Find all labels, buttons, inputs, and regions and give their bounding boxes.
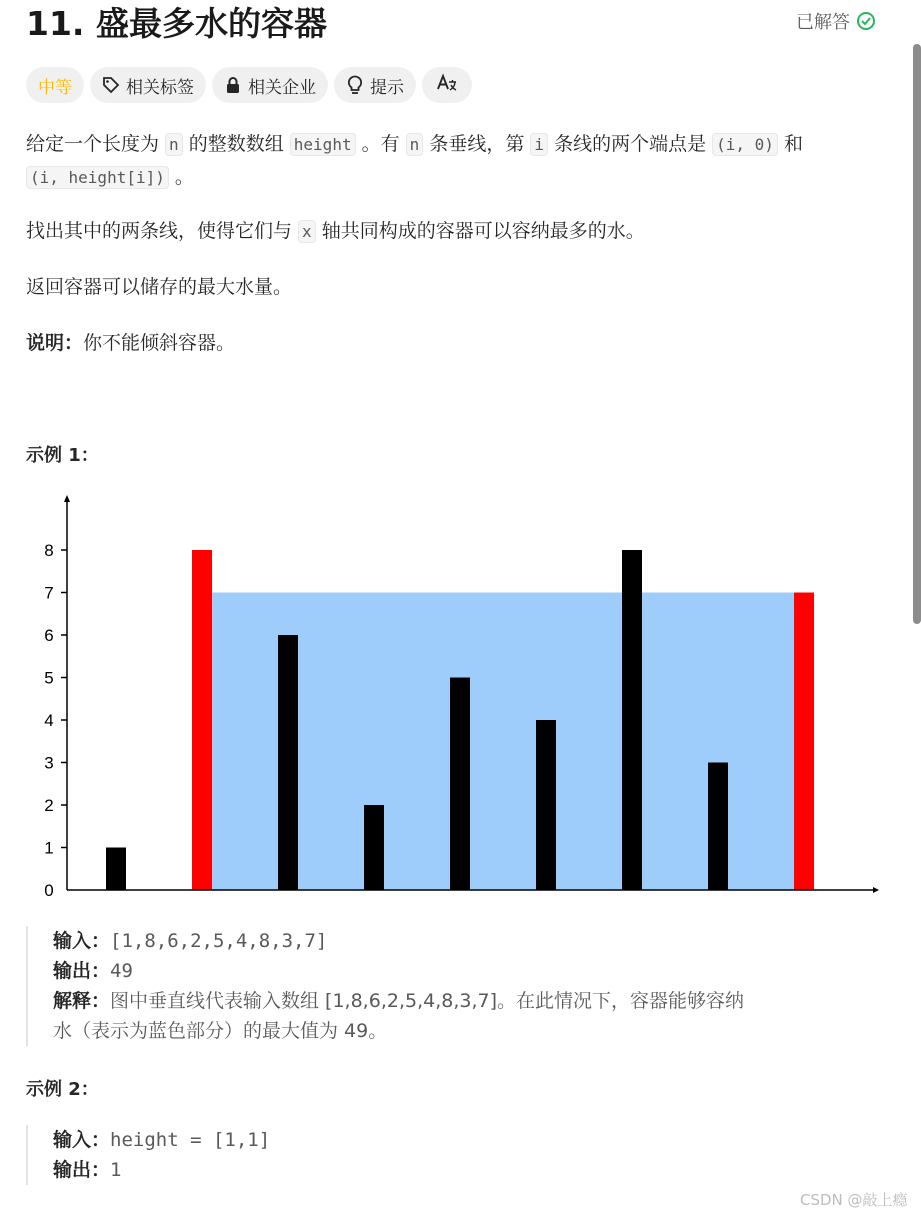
hint-label: 提示 (370, 77, 404, 98)
container-chart (30, 490, 890, 905)
inline-code: i (530, 133, 548, 156)
inline-code: (i, 0) (712, 133, 778, 156)
watermark: CSDN @敲上瘾 (800, 1191, 908, 1209)
check-circle-icon (856, 11, 876, 31)
y-tick-label: 0 (44, 881, 54, 900)
y-tick-label: 3 (44, 753, 54, 773)
example-1-explain-row-2 (53, 1016, 744, 1046)
related-companies-label: 相关企业 (248, 77, 316, 98)
output-label: 输出： (53, 1159, 111, 1181)
desc-text: 。有 (355, 133, 406, 155)
related-tags-label: 相关标签 (126, 77, 194, 98)
y-tick-label: 2 (44, 796, 54, 815)
chart-bar (364, 805, 384, 890)
y-tick-label: 1 (44, 838, 54, 858)
lock-icon (224, 76, 242, 94)
chart-bar (536, 720, 556, 890)
note-text: 你不能倾斜容器。 (83, 332, 236, 354)
desc-text: 的整数数组 (182, 133, 290, 155)
input-value: height = [1,1] (110, 1129, 271, 1151)
translate-icon (436, 73, 458, 98)
tag-icon (102, 76, 120, 94)
example-2-block (26, 1125, 270, 1185)
description-paragraph-1 (26, 128, 826, 194)
inline-code: height (290, 133, 356, 156)
inline-code: n (406, 133, 424, 156)
y-tick-label: 6 (44, 626, 54, 645)
y-tick-label: 8 (44, 541, 54, 560)
problem-title: 11. 盛最多水的容器 (26, 4, 327, 43)
lightbulb-icon (346, 75, 364, 95)
input-label: 输入： (53, 1129, 111, 1151)
desc-text: 条垂线，第 (423, 133, 531, 155)
related-tags-button[interactable] (90, 67, 206, 103)
inline-code: n (165, 133, 183, 156)
chart-bar (278, 635, 298, 890)
explain-line-2: 水（表示为蓝色部分）的最大值为 49。 (53, 1020, 388, 1042)
desc-text: 找出其中的两条线，使得它们与 (26, 220, 299, 242)
y-tick-label: 4 (44, 711, 54, 730)
hint-button[interactable] (334, 67, 416, 103)
tag-bar (26, 67, 472, 103)
chart-bar (794, 593, 814, 891)
desc-text: 。 (168, 166, 194, 188)
output-value: 49 (110, 960, 133, 982)
desc-text: 轴共同构成的容器可以容纳最多的水。 (315, 220, 645, 242)
output-value: 1 (110, 1159, 122, 1181)
note-label: 说明： (26, 332, 84, 354)
input-label: 输入： (53, 930, 111, 952)
example-2-heading: 示例 2： (26, 1079, 99, 1100)
chart-bar (192, 550, 212, 890)
y-tick-label: 7 (44, 583, 54, 603)
explain-line-1: 图中垂直线代表输入数组 [1,8,6,2,5,4,8,3,7]。在此情况下，容器能够容纳 (110, 990, 744, 1012)
example-2-output-row (53, 1155, 270, 1185)
description-paragraph-2 (26, 215, 826, 248)
input-value: [1,8,6,2,5,4,8,3,7] (110, 930, 328, 952)
explain-label: 解释： (53, 990, 111, 1012)
description-paragraph-3: 返回容器可以储存的最大水量。 (26, 276, 293, 298)
water-area (212, 593, 794, 891)
description-note (26, 327, 826, 359)
example-2-input-row (53, 1125, 270, 1155)
example-1-output-row (53, 956, 744, 986)
desc-text: 条线的两个端点是 (548, 133, 713, 155)
desc-text: 给定一个长度为 (26, 133, 166, 155)
inline-code: x (298, 220, 316, 243)
x-axis-arrow (873, 887, 879, 893)
output-label: 输出： (53, 960, 111, 982)
scrollbar[interactable] (913, 44, 921, 624)
desc-text: 和 (777, 133, 803, 155)
chart-bar (106, 848, 126, 891)
y-axis-arrow (64, 495, 70, 502)
example-1-block (26, 926, 744, 1046)
related-companies-button[interactable] (212, 67, 328, 103)
chart-bar (708, 763, 728, 891)
y-tick-label: 5 (44, 668, 54, 688)
chart-bar (450, 678, 470, 891)
inline-code: (i, height[i]) (26, 166, 169, 189)
chart-bar (622, 550, 642, 890)
difficulty-badge: 中等 (26, 67, 84, 103)
example-1-explain-row (53, 986, 744, 1016)
example-1-input-row (53, 926, 744, 956)
translate-button[interactable] (422, 67, 472, 103)
solved-status (796, 8, 876, 34)
example-1-heading: 示例 1： (26, 445, 99, 466)
solved-label: 已解答 (796, 12, 850, 33)
